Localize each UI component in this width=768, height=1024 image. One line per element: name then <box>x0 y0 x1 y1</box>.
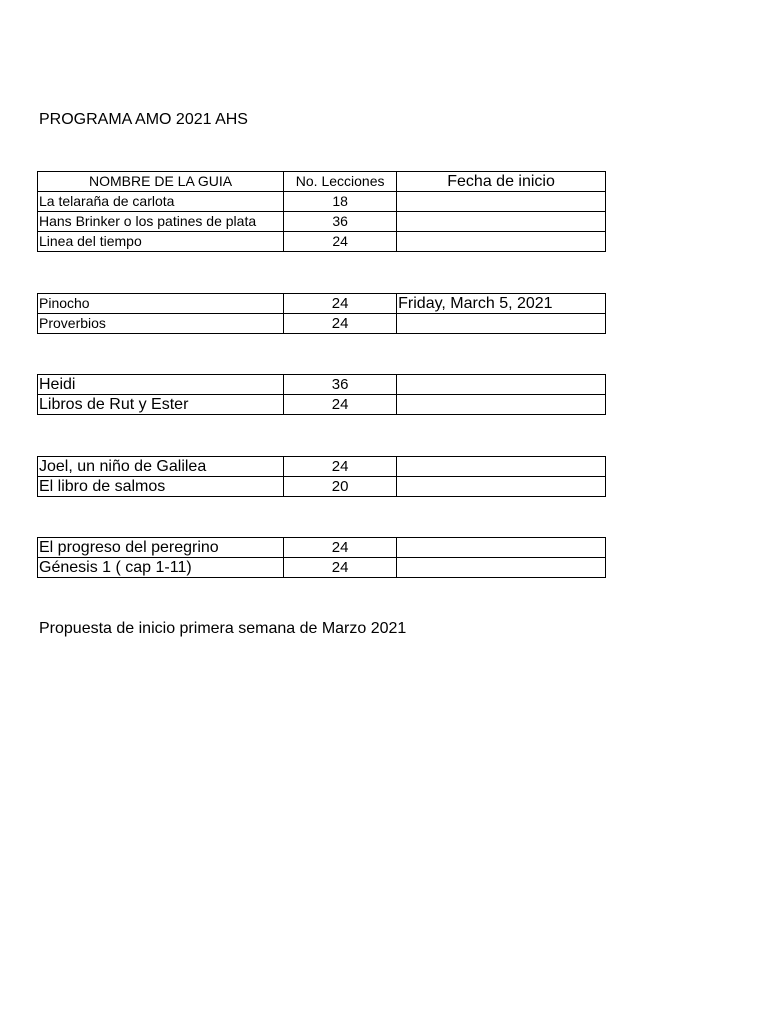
table-row <box>38 538 606 558</box>
table-row <box>38 457 606 477</box>
lessons-cell: 20 <box>284 477 397 497</box>
start-date-cell <box>397 232 606 252</box>
guide-table-group-1 <box>37 171 606 252</box>
lessons-cell: 36 <box>284 212 397 232</box>
header-start-date: Fecha de inicio <box>397 172 606 192</box>
table-row <box>38 212 606 232</box>
start-date-cell: Friday, March 5, 2021 <box>397 294 606 314</box>
lessons-cell: 24 <box>284 538 397 558</box>
lessons-cell: 24 <box>284 232 397 252</box>
lessons-cell: 24 <box>284 294 397 314</box>
guide-name-cell: Heidi <box>38 375 284 395</box>
guide-name-cell: Joel, un niño de Galilea <box>38 457 284 477</box>
guide-name-cell: Linea del tiempo <box>38 232 284 252</box>
start-date-cell <box>397 192 606 212</box>
lessons-cell: 24 <box>284 558 397 578</box>
guide-table-group-3 <box>37 374 606 415</box>
table-row <box>38 375 606 395</box>
guide-table-group-2 <box>37 293 606 334</box>
table-row <box>38 558 606 578</box>
header-guide-name: NOMBRE DE LA GUIA <box>38 172 284 192</box>
lessons-cell: 24 <box>284 457 397 477</box>
lessons-cell: 24 <box>284 314 397 334</box>
start-date-cell <box>397 457 606 477</box>
table-header-row <box>38 172 606 192</box>
table-row <box>38 294 606 314</box>
start-date-cell <box>397 375 606 395</box>
table-row <box>38 192 606 212</box>
start-date-cell <box>397 538 606 558</box>
start-date-cell <box>397 395 606 415</box>
table-row <box>38 314 606 334</box>
lessons-cell: 36 <box>284 375 397 395</box>
start-date-cell <box>397 558 606 578</box>
guide-name-cell: Libros de Rut y Ester <box>38 395 284 415</box>
guide-name-cell: El progreso del peregrino <box>38 538 284 558</box>
proposal-note: Propuesta de inicio primera semana de Marzo 2021 <box>39 620 407 637</box>
guide-name-cell: Hans Brinker o los patines de plata <box>38 212 284 232</box>
guide-name-cell: El libro de salmos <box>38 477 284 497</box>
page-title: PROGRAMA AMO 2021 AHS <box>39 111 248 128</box>
header-lessons: No. Lecciones <box>284 172 397 192</box>
guide-name-cell: Proverbios <box>38 314 284 334</box>
guide-table-group-4 <box>37 456 606 497</box>
table-row <box>38 395 606 415</box>
guide-table-group-5 <box>37 537 606 578</box>
start-date-cell <box>397 477 606 497</box>
table-row <box>38 232 606 252</box>
start-date-cell <box>397 212 606 232</box>
table-row <box>38 477 606 497</box>
guide-name-cell: Génesis 1 ( cap 1-11) <box>38 558 284 578</box>
start-date-cell <box>397 314 606 334</box>
guide-name-cell: La telaraña de carlota <box>38 192 284 212</box>
lessons-cell: 18 <box>284 192 397 212</box>
guide-name-cell: Pinocho <box>38 294 284 314</box>
lessons-cell: 24 <box>284 395 397 415</box>
